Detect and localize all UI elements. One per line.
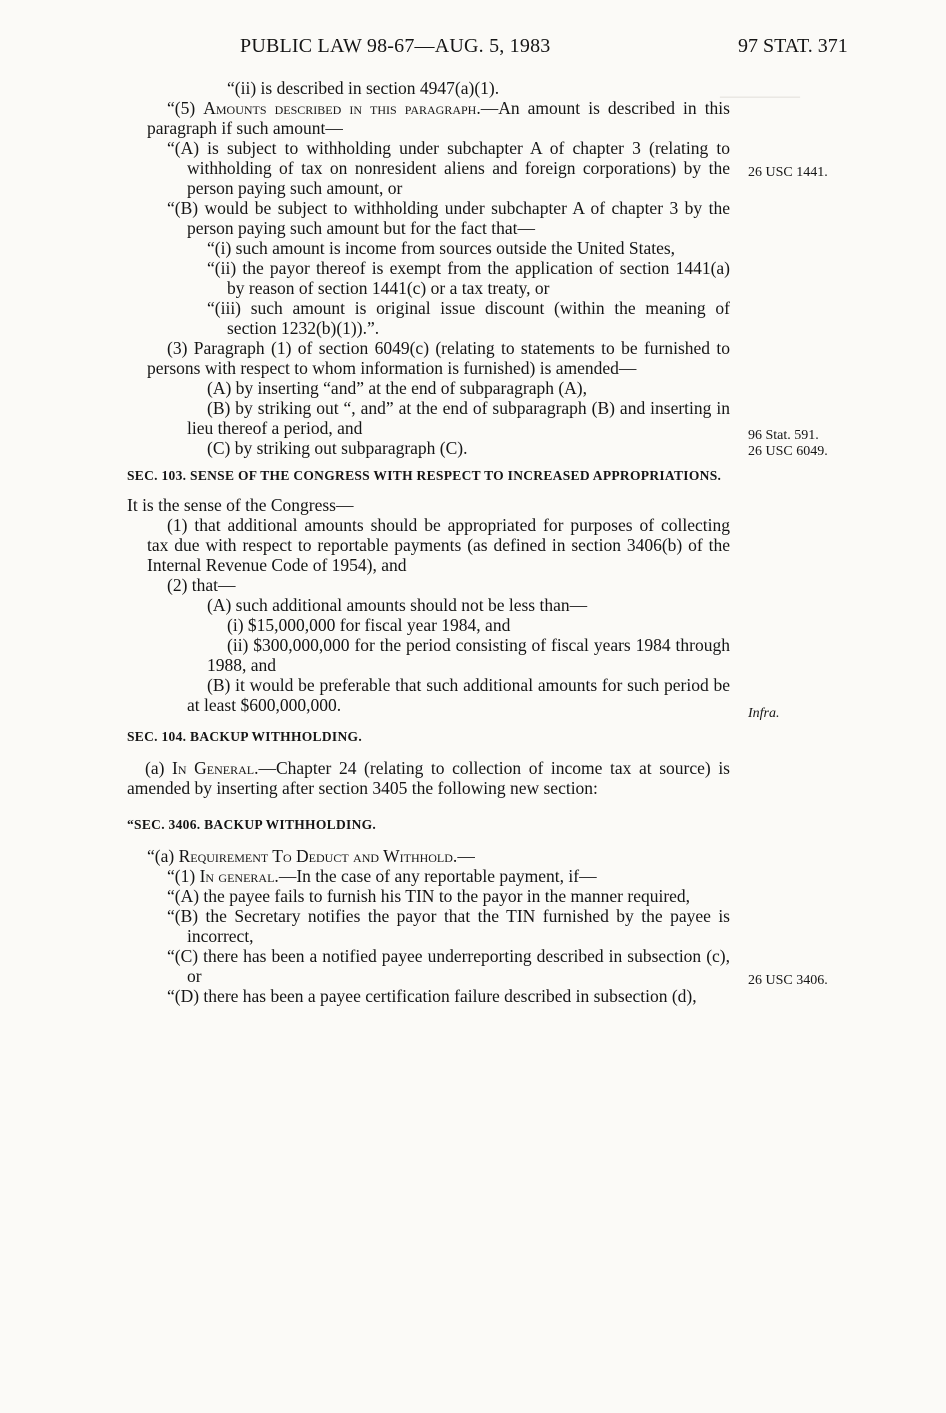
section-103-2: (2) that—	[167, 575, 236, 595]
section-103-1: (1) that additional amounts should be appropriated for purposes of collecting tax due with respect to reportable payments (as defined in section 3406(b) of the Internal Revenue Code of 1954), and	[147, 515, 730, 575]
section-103-heading: SEC. 103. SENSE OF THE CONGRESS WITH RESPECT TO INCREASED APPROPRIATIONS.	[127, 468, 722, 483]
margin-note-infra	[748, 706, 928, 722]
paragraph-3: (3) Paragraph (1) of section 6049(c) (relating to statements to be furnished to persons with respect to whom information is furnished) is amended—	[147, 338, 730, 378]
paragraph-5-text: —An amount is described in this paragraph if such amount—	[147, 98, 730, 138]
section-3406-a-num: “(a)	[147, 846, 179, 866]
margin-note-usc-6049: 26 USC 6049.	[748, 444, 828, 459]
subparagraph-A: “(A) is subject to withholding under subchapter A of chapter 3 (relating to withholding of tax on nonresident aliens and foreign corporations) by the person paying such amount, or	[167, 138, 730, 198]
section-3406-a-dash: —	[457, 846, 475, 866]
section-3406-a-1-C: “(C) there has been a notified payee underreporting described in subsection (c), or	[167, 946, 730, 986]
section-103-2Ai: (i) $15,000,000 for fiscal year 1984, and	[227, 615, 511, 635]
margin-note-96-stat-591: 96 Stat. 591.	[748, 428, 819, 443]
margin-note-usc-3406: 26 USC 3406.	[748, 973, 828, 988]
section-104-a-text: —Chapter 24 (relating to collection of income tax at source) is amended by inserting after section 3405 the following new section:	[127, 758, 730, 798]
section-103-2B: (B) it would be preferable that such additional amounts for such period be at least $600,000,000.	[187, 675, 730, 715]
paragraph-5-num: “(5)	[167, 98, 204, 118]
section-3406-a-1-A: “(A) the payee fails to furnish his TIN to the payor in the manner required,	[167, 886, 691, 906]
section-103-2Aii: (ii) $300,000,000 for the period consisting of fiscal years 1984 through 1988, and	[207, 635, 730, 675]
section-103-2A: (A) such additional amounts should not be less than—	[207, 595, 588, 615]
paragraph-5-heading: Amounts described in this paragraph.	[203, 98, 481, 118]
section-104-heading: SEC. 104. BACKUP WITHHOLDING.	[127, 729, 362, 744]
section-104-a	[127, 758, 730, 798]
statute-body	[127, 78, 730, 1006]
section-3406-a	[127, 846, 730, 866]
section-104-a-heading: In General.	[172, 758, 259, 778]
section-3406-a-1	[127, 866, 730, 886]
section-104-a-num: (a)	[145, 758, 173, 778]
margin-note-infra-text: Infra.	[748, 706, 780, 721]
page-header-title: PUBLIC LAW 98-67—AUG. 5, 1983	[240, 35, 551, 57]
clause-i: “(i) such amount is income from sources outside the United States,	[207, 238, 676, 258]
section-3406-a-1-heading: In general.	[199, 866, 279, 886]
paragraph-5	[127, 98, 730, 138]
section-103-intro: It is the sense of the Congress—	[127, 495, 354, 515]
amend-C: (C) by striking out subparagraph (C).	[207, 438, 468, 458]
clause-ii-payor: “(ii) the payor thereof is exempt from the application of section 1441(a) by reason of section 1441(c) or a tax treaty, or	[207, 258, 730, 298]
clause-iii: “(iii) such amount is original issue discount (within the meaning of section 1232(b)(1)).”.	[207, 298, 730, 338]
section-3406-heading: “SEC. 3406. BACKUP WITHHOLDING.	[127, 817, 377, 832]
section-3406-a-1-num: “(1)	[167, 866, 200, 886]
section-3406-a-1-D: “(D) there has been a payee certification failure described in subsection (d),	[167, 986, 697, 1006]
amend-A: (A) by inserting “and” at the end of subparagraph (A),	[207, 378, 588, 398]
section-3406-a-1-text: —In the case of any reportable payment, if—	[278, 866, 597, 886]
subparagraph-B: “(B) would be subject to withholding under subchapter A of chapter 3 by the person paying such amount but for the fact that—	[167, 198, 730, 238]
clause-ii: “(ii) is described in section 4947(a)(1).	[227, 78, 500, 98]
bleed-through-text: —————	[720, 88, 800, 105]
section-3406-a-1-B: “(B) the Secretary notifies the payor that the TIN furnished by the payee is incorrect,	[167, 906, 730, 946]
section-3406-a-heading: Requirement To Deduct and Withhold.	[178, 846, 458, 866]
page-header-stat: 97 STAT. 371	[738, 35, 848, 57]
amend-B: (B) by striking out “, and” at the end of subparagraph (B) and inserting in lieu thereof a period, and	[187, 398, 730, 438]
margin-note-usc-1441: 26 USC 1441.	[748, 165, 828, 180]
